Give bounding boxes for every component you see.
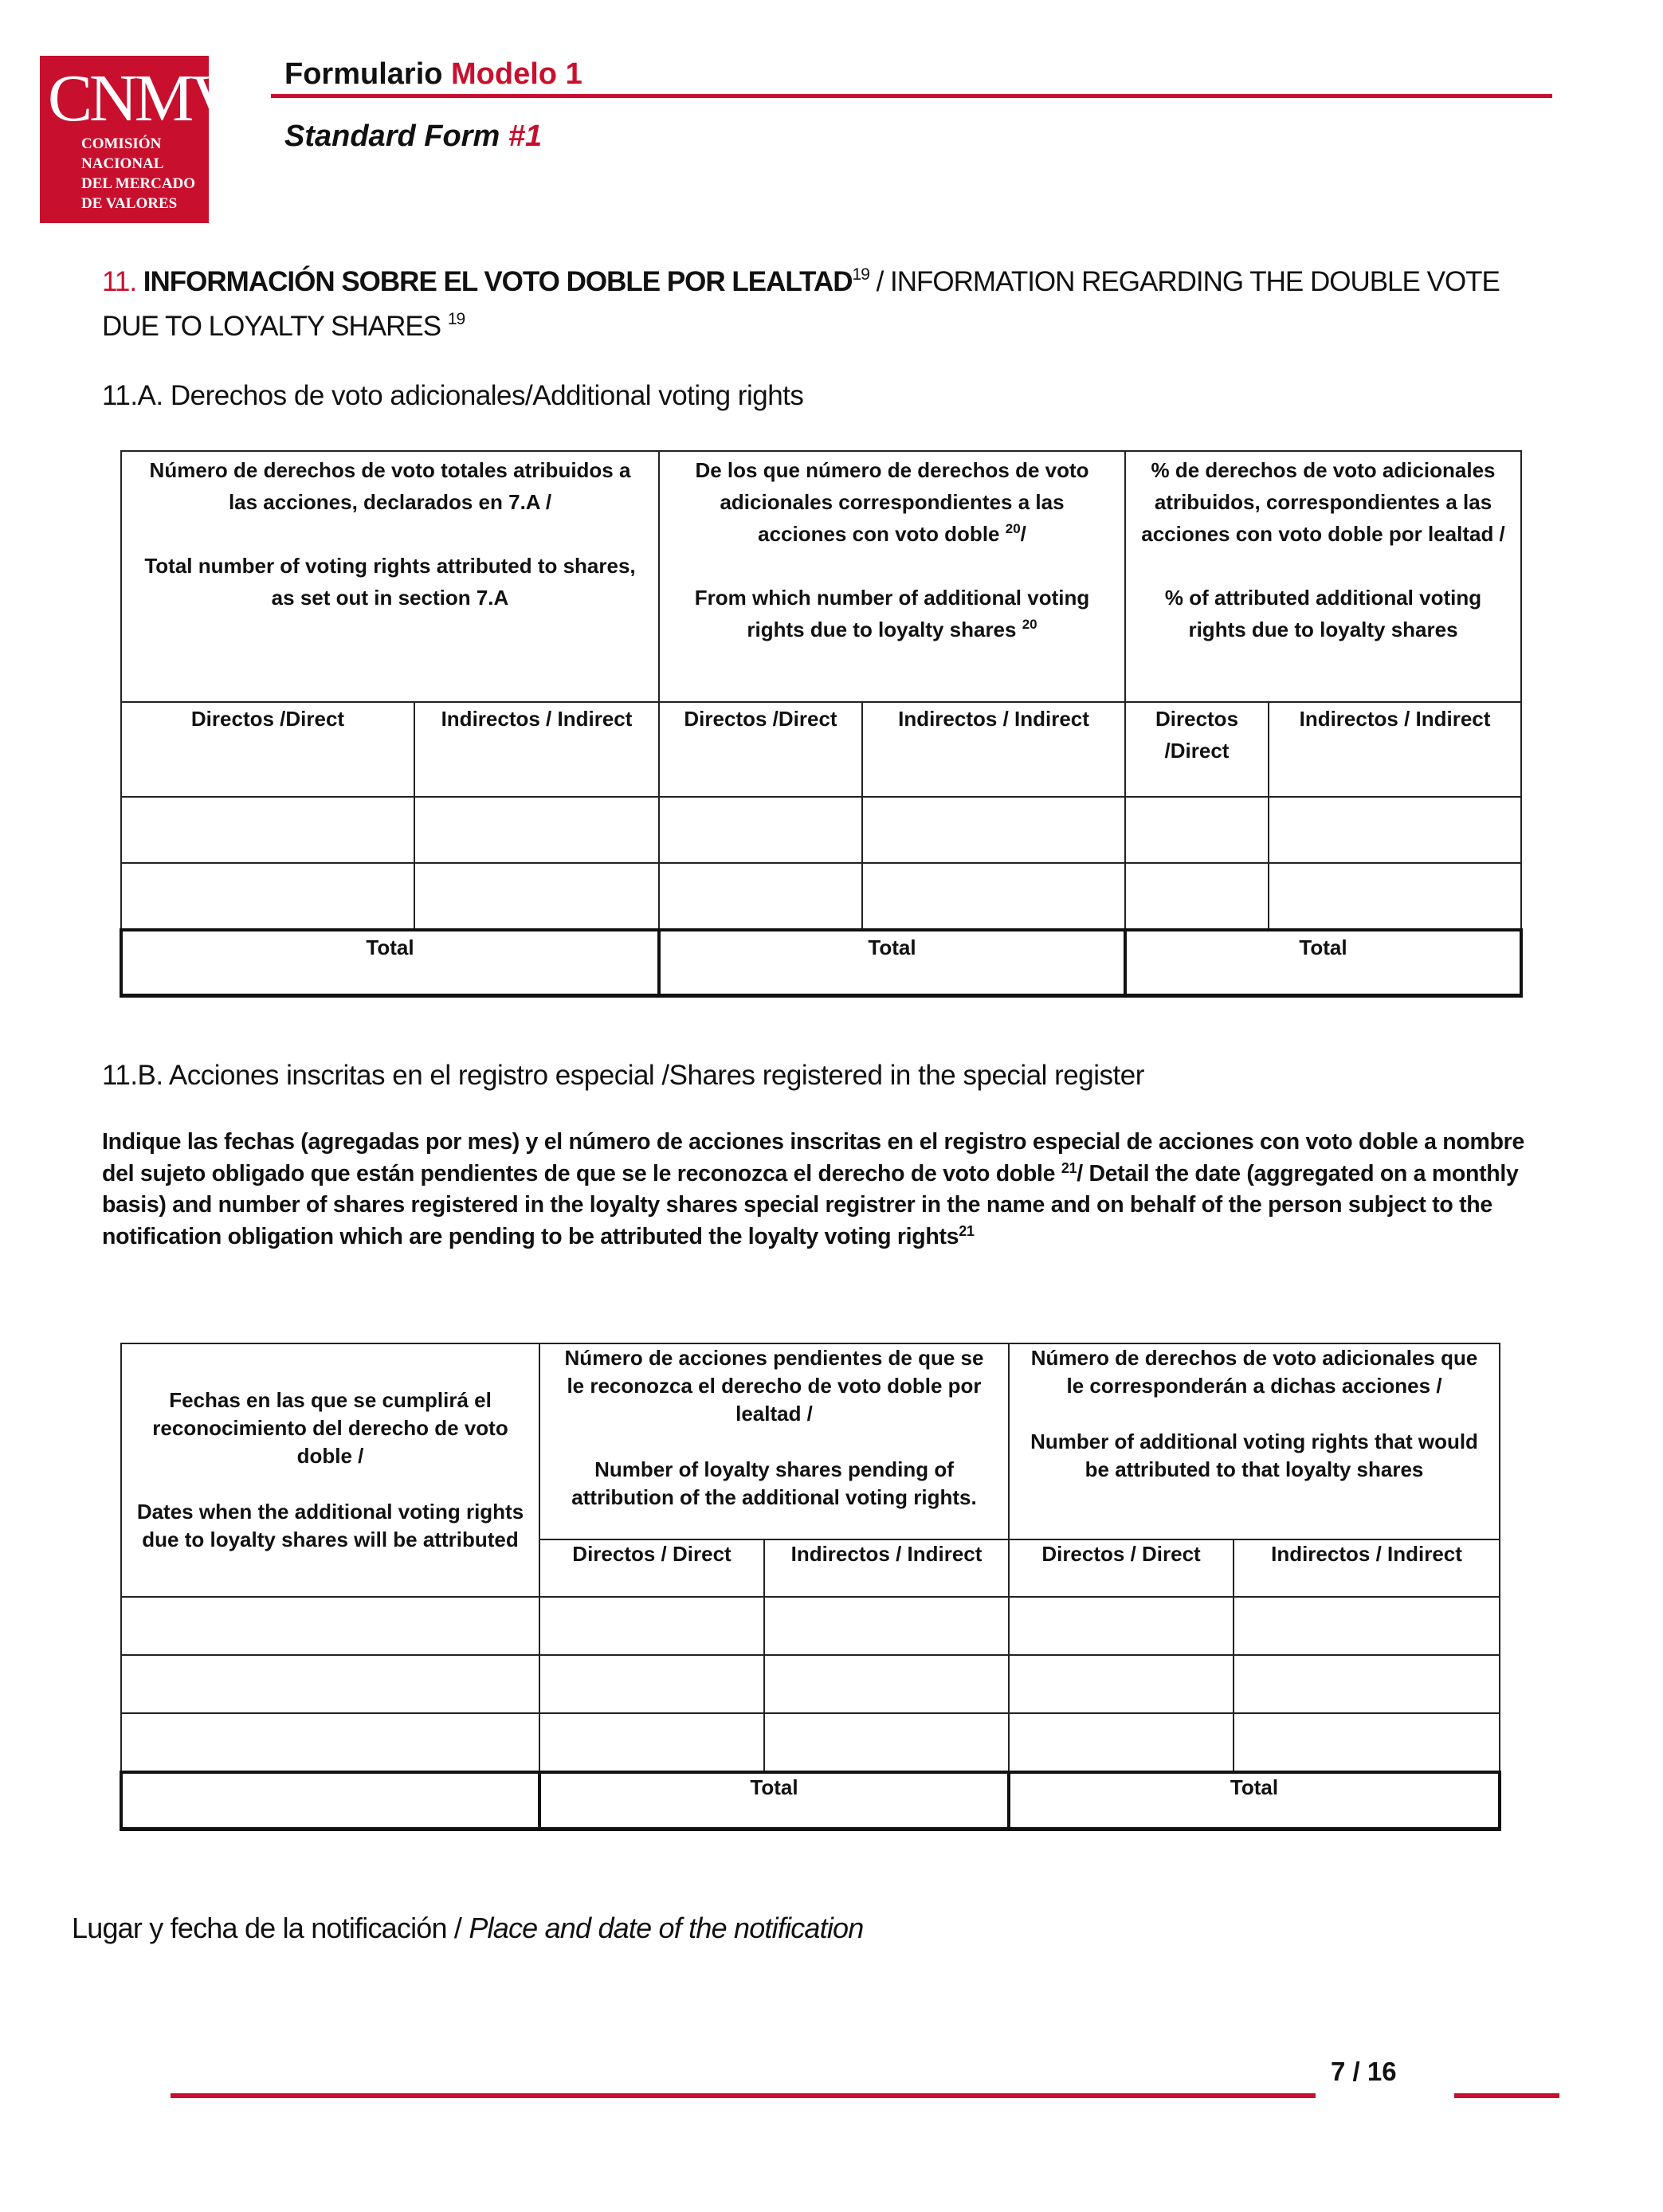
input-cell[interactable] [1009,1597,1234,1655]
logo-mark: CNMV [48,61,237,135]
input-cell[interactable] [121,1655,539,1713]
footnote-ref: 20 [1022,617,1037,632]
table-row [121,1597,1500,1655]
input-cell[interactable] [539,1713,764,1772]
total-cell[interactable]: Total [539,1772,1009,1830]
additional-rights-header [1009,1343,1500,1539]
footer-rule [171,2093,1316,2098]
logo-line-1: COMISIÓN [81,135,162,152]
header-text-es: % de derechos de voto adicionales atribuidos, correspondientes a las acciones con voto doble por lealtad / [1141,458,1505,546]
input-cell[interactable] [121,863,414,930]
input-cell[interactable] [414,797,659,863]
direct-subheader: Directos /Direct [121,702,414,797]
footnote-ref: 21 [959,1222,975,1239]
input-cell[interactable] [764,1713,1009,1772]
header-rule [271,94,1552,98]
input-cell[interactable] [121,1713,539,1772]
section-title-en: / INFORMATION REGARDING THE DOUBLE VOTE DUE TO LOYALTY SHARES [102,266,1500,342]
total-cell[interactable]: Total [1125,930,1521,996]
instruction-paragraph: Indique las fechas (agregadas por mes) y el número de acciones inscritas en el registro especial de acciones con voto doble a nombre del sujeto obligado que están pendientes de que se le reconozca el derecho de voto doble $^{21}$/ Detail the date (aggregated on a monthly basis) and number of shares registered in the loyalty shares special registrer in the name and on behalf of the person subject to the notification obligation which are pending to be attributed the loyalty voting rights$^{21}$ [102,1129,1525,1249]
additional-voting-rights-table [120,450,1523,998]
header-text-en: Total number of voting rights attributed to shares, as set out in section 7.A [144,554,636,610]
total-cell[interactable]: Total [121,930,659,996]
form-subtitle-highlight: #1 [508,120,543,153]
special-register-table [120,1343,1501,1831]
pending-shares-header [539,1343,1009,1539]
input-cell[interactable] [1009,1713,1234,1772]
page-number: 7 / 16 [1331,2057,1397,2086]
total-cell[interactable]: Total [1009,1772,1500,1830]
input-cell[interactable] [1269,797,1521,863]
input-cell[interactable] [659,797,862,863]
total-voting-rights-header [121,451,659,702]
header-text-en: Number of additional voting rights that would be attributed to that loyalty shares [1030,1430,1478,1481]
total-cell[interactable]: Total [659,930,1125,996]
total-row [121,1772,1500,1830]
logo-line-3: DEL MERCADO [81,175,196,192]
form-title-prefix: Formulario [284,57,452,91]
header-text-es: Número de derechos de voto adicionales que le corresponderán a dichas acciones / [1030,1346,1478,1398]
table-row [121,1713,1500,1772]
indirect-subheader: Indirectos / Indirect [1269,702,1521,797]
total-row [121,930,1521,996]
section-number: 11. [102,266,137,297]
header-text-en: Dates when the additional voting rights due to loyalty shares will be attributed [136,1500,524,1551]
header-text-es: De los que número de derechos de voto adicionales correspondientes a las acciones con voto doble $^{20}$/ [695,458,1089,546]
input-cell[interactable] [539,1655,764,1713]
header-text-en: From which number of additional voting rights due to loyalty shares $^{20}$ [694,586,1090,641]
input-cell[interactable] [1269,863,1521,930]
place-date-en: Place and date of the notification [469,1912,864,1944]
header-text-es: Fechas en las que se cumplirá el reconocimiento del derecho de voto doble / [152,1388,508,1468]
footnote-ref: 19 [447,310,465,328]
input-cell[interactable] [121,1597,539,1655]
loyalty-voting-rights-header [659,451,1125,702]
footer-rule [1454,2093,1559,2098]
form-title [284,54,582,94]
direct-subheader: Directos / Direct [1009,1539,1234,1597]
logo-line-4: DE VALORES [81,195,178,212]
header-text-en: Number of loyalty shares pending of attribution of the additional voting rights. [571,1457,977,1509]
table-row [121,1655,1500,1713]
input-cell[interactable] [1234,1655,1500,1713]
input-cell[interactable] [764,1655,1009,1713]
section-11b-heading: 11.B. Acciones inscritas en el registro especial /Shares registered in the special register [102,1060,1144,1091]
input-cell[interactable] [1125,863,1269,930]
input-cell[interactable] [862,863,1125,930]
indirect-subheader: Indirectos / Indirect [414,702,659,797]
form-title-highlight: Modelo 1 [451,57,582,91]
input-cell[interactable] [1125,797,1269,863]
input-cell[interactable] [1234,1597,1500,1655]
total-cell-blank[interactable] [121,1772,539,1830]
direct-subheader: Directos /Direct [659,702,862,797]
indirect-subheader: Indirectos / Indirect [862,702,1125,797]
direct-subheader: Directos /Direct [1125,702,1269,797]
percent-additional-rights-header [1125,451,1521,702]
form-subtitle [284,116,542,156]
input-cell[interactable] [121,797,414,863]
section-11-heading [102,260,1528,349]
header-text-es: Número de acciones pendientes de que se le reconozca el derecho de voto doble por lealtad / [564,1346,984,1426]
direct-subheader: Directos / Direct [539,1539,764,1597]
logo-line-2: NACIONAL [81,155,164,172]
input-cell[interactable] [659,863,862,930]
indirect-subheader: Indirectos / Indirect [1234,1539,1500,1597]
footnote-ref: 19 [852,265,869,284]
input-cell[interactable] [764,1597,1009,1655]
input-cell[interactable] [862,797,1125,863]
header-text-en: % of attributed additional voting rights due to loyalty shares [1164,586,1482,641]
indirect-subheader: Indirectos / Indirect [764,1539,1009,1597]
form-subtitle-prefix: Standard Form [284,120,508,153]
place-date-es: Lugar y fecha de la notificación / [72,1912,469,1944]
section-title-es: INFORMACIÓN SOBRE EL VOTO DOBLE POR LEALTAD [143,266,853,297]
header-text-es: Número de derechos de voto totales atribuidos a las acciones, declarados en 7.A / [149,458,631,514]
section-11a-heading: 11.A. Derechos de voto adicionales/Additional voting rights [102,380,804,411]
input-cell[interactable] [539,1597,764,1655]
cnmv-logo [40,56,237,223]
table-row [121,863,1521,930]
dates-header [121,1343,539,1597]
table-row [121,797,1521,863]
input-cell[interactable] [1009,1655,1234,1713]
input-cell[interactable] [1234,1713,1500,1772]
footnote-ref: 21 [1061,1159,1077,1176]
input-cell[interactable] [414,863,659,930]
place-date-label [72,1908,864,1948]
footnote-ref: 20 [1005,521,1021,536]
